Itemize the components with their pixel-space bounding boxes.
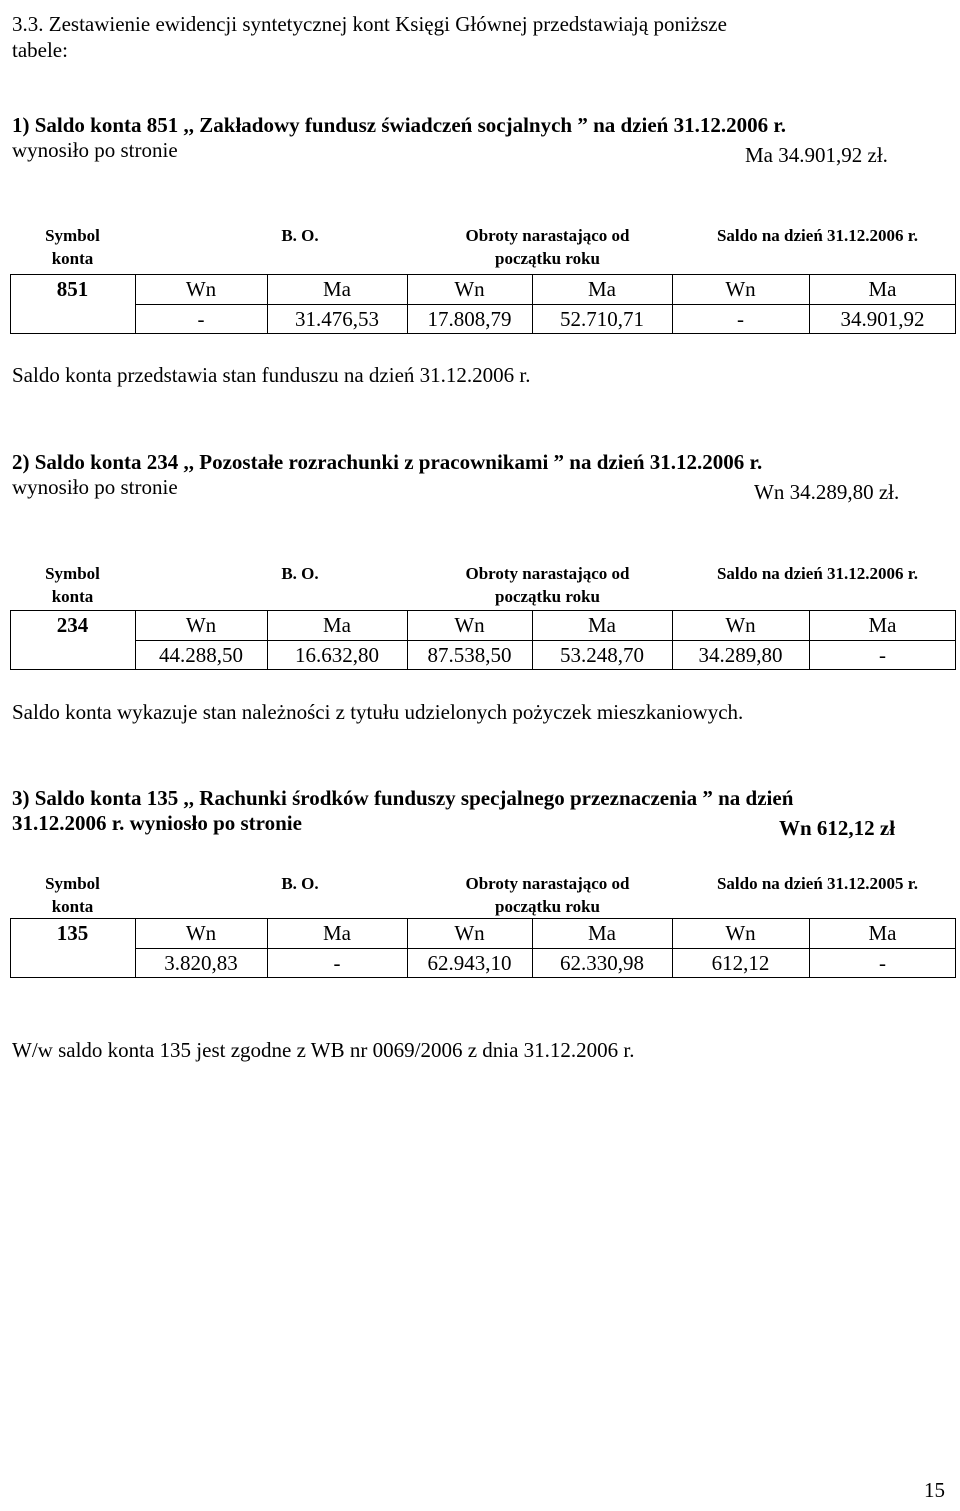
table-border [135, 948, 956, 949]
cell-side: Wn [725, 921, 756, 945]
table-border [135, 304, 956, 305]
table-border [955, 610, 956, 670]
table-border [532, 918, 533, 978]
table-border [267, 918, 268, 978]
table-border [672, 274, 673, 334]
section-1-intro-line2-left: wynosiło po stronie [12, 138, 178, 162]
table-border [672, 918, 673, 978]
table-border [532, 610, 533, 670]
page-number: 15 [924, 1478, 945, 1502]
header-bo: B. O. [281, 874, 319, 893]
section-1-note: Saldo konta przedstawia stan funduszu na dzień 31.12.2006 r. [12, 363, 531, 387]
table-border [532, 274, 533, 334]
cell-side: Ma [868, 613, 897, 637]
cell-value: - [879, 643, 886, 667]
table-border [267, 274, 268, 334]
cell-side: Ma [868, 921, 897, 945]
table-border [809, 274, 810, 334]
table-row-values [10, 948, 956, 978]
table-border [10, 610, 956, 611]
cell-value: 52.710,71 [560, 307, 644, 331]
cell-side: Wn [454, 613, 485, 637]
table-border [10, 333, 956, 334]
cell-value: - [333, 951, 341, 975]
table-border [672, 610, 673, 670]
cell-value: 16.632,80 [295, 643, 379, 667]
header-balance: Saldo na dzień 31.12.2005 r. [716, 874, 919, 893]
table-border [10, 610, 11, 670]
cell-symbol: 851 [56, 277, 89, 301]
table-border [809, 610, 810, 670]
section-heading-line1: 3.3. Zestawienie ewidencji syntetycznej kont Księgi Głównej przedstawiają poniższe [12, 12, 727, 36]
table-account-851 [10, 222, 956, 334]
table-border [10, 918, 11, 978]
section-2-intro-line2-right: Wn 34.289,80 zł. [754, 480, 900, 504]
table-account-135 [10, 870, 956, 982]
table-border [809, 918, 810, 978]
table-row-sides [10, 610, 956, 640]
section-1-intro [12, 113, 948, 167]
table-border [10, 274, 956, 275]
cell-value: 17.808,79 [427, 307, 512, 331]
header-balance: Saldo na dzień 31.12.2006 r. [716, 226, 919, 245]
header-bo: B. O. [281, 226, 319, 245]
section-3-intro-line2-right: Wn 612,12 zł [779, 816, 896, 840]
cell-side: Wn [725, 613, 756, 637]
section-2-intro [12, 450, 948, 504]
cell-value: 87.538,50 [427, 643, 512, 667]
cell-value: - [879, 951, 886, 975]
table-border [10, 669, 956, 670]
header-symbol: Symbol konta [45, 226, 100, 268]
header-turnover: Obroty narastająco od początku roku [465, 226, 630, 268]
cell-value: 53.248,70 [560, 643, 644, 667]
cell-value: - [197, 307, 205, 331]
header-symbol: Symbol konta [45, 874, 100, 916]
cell-side: Ma [323, 921, 351, 945]
cell-side: Wn [454, 277, 485, 301]
cell-value: 612,12 [711, 951, 770, 975]
cell-side: Wn [185, 921, 217, 945]
cell-value: 62.330,98 [560, 951, 644, 975]
cell-side: Ma [323, 277, 351, 301]
cell-value: 3.820,83 [164, 951, 238, 975]
cell-symbol: 135 [56, 921, 89, 945]
cell-side: Ma [588, 613, 616, 637]
cell-side: Ma [588, 921, 616, 945]
header-balance: Saldo na dzień 31.12.2006 r. [716, 564, 919, 583]
section-3-intro-line2-left: 31.12.2006 r. wyniosło po stronie [12, 811, 302, 835]
cell-value: 44.288,50 [159, 643, 243, 667]
table-border [267, 610, 268, 670]
table-border [955, 918, 956, 978]
section-1-intro-line1: 1) Saldo konta 851 ,, Zakładowy fundusz świadczeń socjalnych ” na dzień 31.12.2006 r. [12, 113, 787, 137]
table-border [955, 274, 956, 334]
section-3-intro [12, 786, 948, 840]
table-account-234 [10, 560, 956, 672]
table-border [10, 918, 956, 919]
section-2-note: Saldo konta wykazuje stan należności z tytułu udzielonych pożyczek mieszkaniowych. [12, 700, 744, 724]
header-turnover: Obroty narastająco od początku roku [465, 874, 630, 916]
section-2-intro-line1: 2) Saldo konta 234 ,, Pozostałe rozrachunki z pracownikami ” na dzień 31.12.2006 r. [12, 450, 763, 474]
table-border [135, 918, 136, 978]
table-border [135, 274, 136, 334]
table-border [10, 977, 956, 978]
cell-side: Ma [323, 613, 351, 637]
table-border [135, 610, 136, 670]
cell-side: Wn [725, 277, 756, 301]
cell-side: Ma [868, 277, 897, 301]
section-3-note: W/w saldo konta 135 jest zgodne z WB nr 0069/2006 z dnia 31.12.2006 r. [12, 1038, 635, 1062]
header-turnover: Obroty narastająco od początku roku [465, 564, 630, 606]
cell-side: Wn [454, 921, 485, 945]
table-row-sides [10, 274, 956, 304]
section-1-intro-line2-right: Ma 34.901,92 zł. [745, 143, 888, 167]
table-border [10, 274, 11, 334]
cell-side: Ma [588, 277, 616, 301]
table-row-sides [10, 918, 956, 948]
header-symbol: Symbol konta [45, 564, 100, 606]
cell-symbol: 234 [56, 613, 89, 637]
cell-value: - [737, 307, 744, 331]
cell-value: 31.476,53 [295, 307, 379, 331]
table-row-values [10, 640, 956, 670]
cell-side: Wn [185, 613, 217, 637]
header-bo: B. O. [281, 564, 319, 583]
cell-value: 62.943,10 [427, 951, 512, 975]
section-2-intro-line2-left: wynosiło po stronie [12, 475, 178, 499]
section-heading-line2: tabele: [12, 38, 68, 62]
table-border [407, 610, 408, 670]
table-border [135, 640, 956, 641]
cell-side: Wn [185, 277, 217, 301]
table-border [407, 918, 408, 978]
table-border [407, 274, 408, 334]
cell-value: 34.901,92 [840, 307, 925, 331]
table-row-values [10, 304, 956, 334]
section-3-intro-line1: 3) Saldo konta 135 ,, Rachunki środków funduszy specjalnego przeznaczenia ” na dzień [12, 786, 794, 810]
cell-value: 34.289,80 [698, 643, 783, 667]
